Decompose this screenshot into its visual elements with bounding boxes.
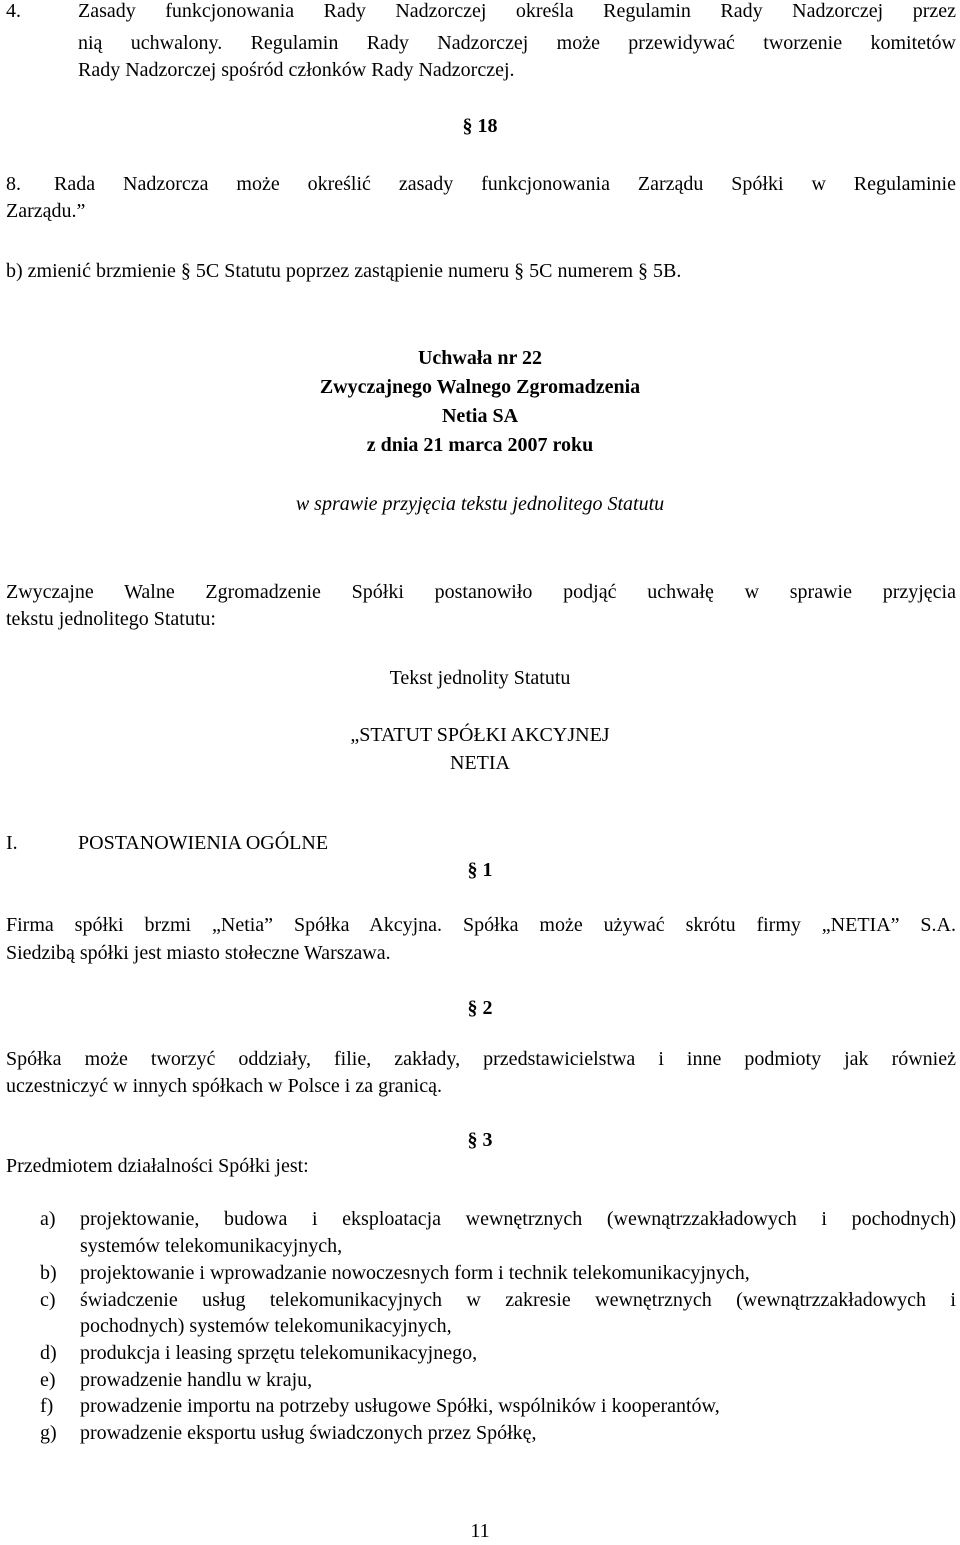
resolution-body-line-2: tekstu jednolitego Statutu: xyxy=(6,608,216,630)
list-item-d-line-1: produkcja i leasing sprzętu telekomunikacyjnego, xyxy=(80,1342,478,1364)
resolution-title-line-2: Zwyczajnego Walnego Zgromadzenia xyxy=(319,376,641,398)
section-2-heading: § 2 xyxy=(467,997,493,1019)
item-b-text: b) zmienić brzmienie § 5C Statutu poprzez zastąpienie numeru § 5C numerem § 5B. xyxy=(6,260,682,282)
resolution-title-line-3: Netia SA xyxy=(441,405,519,427)
section-3-intro: Przedmiotem działalności Spółki jest: xyxy=(6,1155,309,1177)
section-2-line-2: uczestniczyć w innych spółkach w Polsce i za granicą. xyxy=(6,1075,442,1097)
list-item-g-line-1: prowadzenie eksportu usług świadczonych przez Spółkę, xyxy=(80,1422,537,1444)
list-item-label: g) xyxy=(40,1422,57,1444)
list-item-b-line-1: projektowanie i wprowadzanie nowoczesnych form i technik telekomunikacyjnych, xyxy=(80,1262,750,1284)
part-title: POSTANOWIENIA OGÓLNE xyxy=(78,832,329,854)
item-4-line-1: Zasady funkcjonowania Rady Nadzorczej określa Regulamin Rady Nadzorczej przez xyxy=(78,0,956,22)
section-1-line-2: Siedzibą spółki jest miasto stołeczne Warszawa. xyxy=(6,942,391,964)
item-4-line-3: Rady Nadzorczej spośród członków Rady Nadzorczej. xyxy=(78,59,515,81)
section-1-heading: § 1 xyxy=(467,859,493,881)
list-item-a-line-2: systemów telekomunikacyjnych, xyxy=(80,1235,343,1257)
resolution-title-line-1: Uchwała nr 22 xyxy=(417,347,543,369)
list-item-c-line-2: pochodnych) systemów telekomunikacyjnych, xyxy=(80,1315,452,1337)
item-8-line-2: Zarządu.” xyxy=(6,200,86,222)
statute-title-line-1: „STATUT SPÓŁKI AKCYJNEJ xyxy=(350,724,610,746)
list-item-label: a) xyxy=(40,1208,56,1230)
list-item-label: b) xyxy=(40,1262,57,1284)
statute-title-line-2: NETIA xyxy=(450,752,510,774)
list-item-c-line-1: świadczenie usług telekomunikacyjnych w zakresie wewnętrznych (wewnątrzzakładowych i xyxy=(80,1289,956,1311)
list-item-label: d) xyxy=(40,1342,57,1364)
section-1-line-1: Firma spółki brzmi „Netia” Spółka Akcyjna. Spółka może używać skrótu firmy „NETIA” S.A. xyxy=(6,914,956,936)
part-number: I. xyxy=(6,832,18,854)
resolution-subject: w sprawie przyjęcia tekstu jednolitego Statutu xyxy=(295,493,665,515)
resolution-body-line-1: Zwyczajne Walne Zgromadzenie Spółki postanowiło podjąć uchwałę w sprawie przyjęcia xyxy=(6,581,956,603)
list-item-f-line-1: prowadzenie importu na potrzeby usługowe Spółki, wspólników i kooperantów, xyxy=(80,1395,720,1417)
item-4-number: 4. xyxy=(6,0,21,22)
item-8-line-1: Rada Nadzorcza może określić zasady funkcjonowania Zarządu Spółki w Regulaminie xyxy=(54,173,956,195)
list-item-label: e) xyxy=(40,1369,56,1391)
list-item-label: f) xyxy=(40,1395,54,1417)
list-item-e-line-1: prowadzenie handlu w kraju, xyxy=(80,1369,313,1391)
section-3-heading: § 3 xyxy=(467,1129,493,1151)
item-8-number: 8. xyxy=(6,173,21,195)
resolution-title-line-4: z dnia 21 marca 2007 roku xyxy=(366,434,594,456)
text-heading: Tekst jednolity Statutu xyxy=(389,667,571,689)
section-18-heading: § 18 xyxy=(462,115,498,137)
list-item-label: c) xyxy=(40,1289,56,1311)
list-item-a-line-1: projektowanie, budowa i eksploatacja wewnętrznych (wewnątrzzakładowych i pochodnych) xyxy=(80,1208,956,1230)
page-number: 11 xyxy=(470,1520,490,1542)
section-2-line-1: Spółka może tworzyć oddziały, filie, zakłady, przedstawicielstwa i inne podmioty jak również xyxy=(6,1048,956,1070)
item-4-line-2: nią uchwalony. Regulamin Rady Nadzorczej może przewidywać tworzenie komitetów xyxy=(78,32,956,54)
